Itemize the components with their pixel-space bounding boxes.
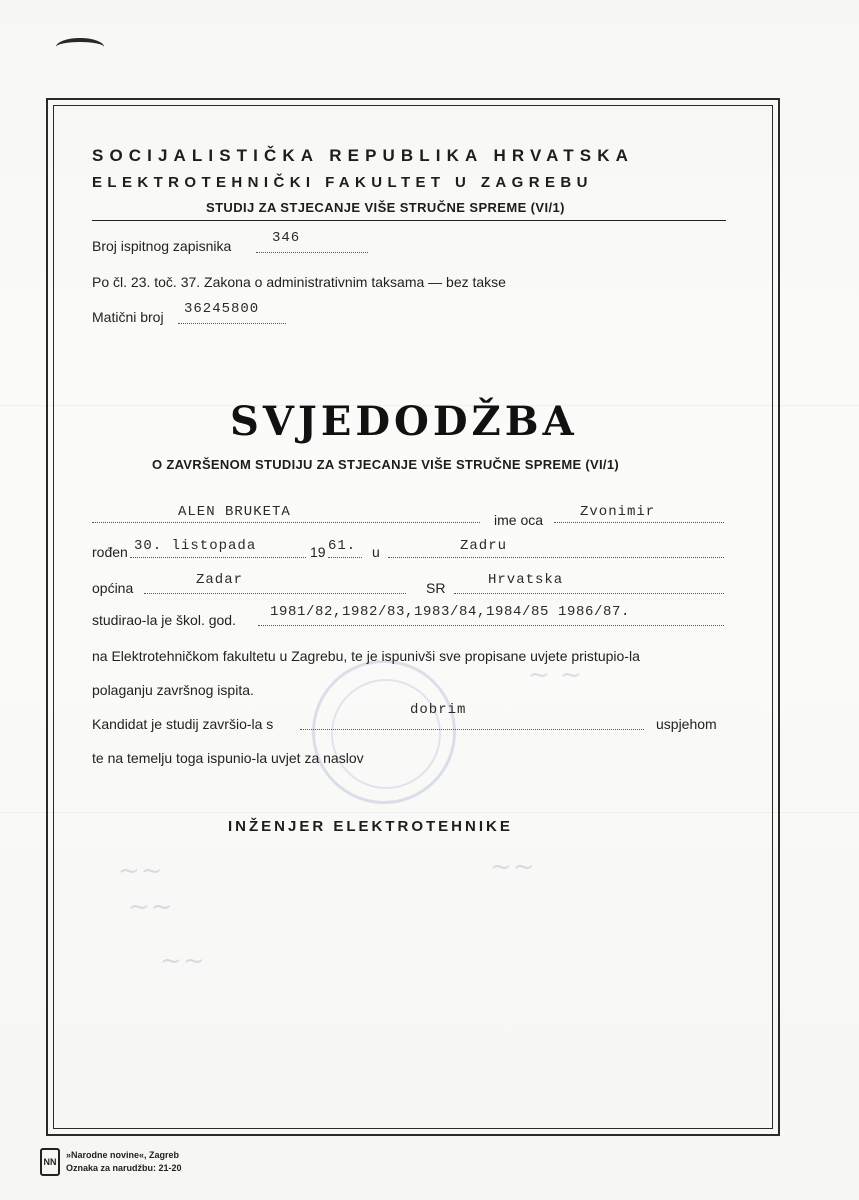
father-name: Zvonimir: [580, 504, 656, 520]
birth-date: 30. listopada: [134, 538, 257, 554]
grade-value: dobrim: [410, 702, 467, 718]
dotted-line: [300, 729, 644, 730]
municipality-label: općina: [92, 580, 134, 596]
publisher-logo-icon: NN: [40, 1148, 60, 1176]
body-line-1: na Elektrotehničkom fakultetu u Zagrebu, te je ispunivši sve propisane uvjete pristupio-la: [92, 648, 640, 664]
dotted-line: [178, 323, 286, 324]
dotted-line: [256, 252, 368, 253]
studies-label: studirao-la je škol. god.: [92, 612, 236, 628]
in-label: u: [372, 544, 380, 560]
republic-heading: SOCIJALISTIČKA REPUBLIKA HRVATSKA: [92, 146, 634, 165]
bleed-through-signature: ~~: [118, 856, 164, 886]
birth-place: Zadru: [460, 538, 508, 554]
birth-year: 61.: [328, 538, 357, 554]
republic-value: Hrvatska: [488, 572, 564, 588]
completed-label: Kandidat je studij završio-la s: [92, 716, 274, 732]
father-label: ime oca: [494, 512, 544, 528]
dotted-line: [258, 625, 724, 626]
dotted-line: [144, 593, 406, 594]
born-label: rođen: [92, 544, 128, 560]
student-name: ALEN BRUKETA: [178, 504, 291, 520]
dotted-line: [328, 557, 362, 558]
dotted-line: [92, 522, 480, 523]
exam-record-value: 346: [272, 230, 301, 246]
body-line-2: polaganju završnog ispita.: [92, 682, 254, 698]
bleed-through-signature: ~~: [128, 892, 174, 922]
registration-value: 36245800: [184, 301, 260, 317]
document-subtitle: O ZAVRŠENOM STUDIJU ZA STJECANJE VIŠE STRUČNE SPREME (VI/1): [152, 457, 619, 472]
program-heading: STUDIJ ZA STJECANJE VIŠE STRUČNE SPREME (VI/1): [206, 200, 565, 215]
study-years: 1981/82,1982/83,1983/84,1984/85 1986/87.: [270, 604, 631, 620]
exam-record-label: Broj ispitnog zapisnika: [92, 238, 232, 254]
dotted-line: [454, 593, 724, 594]
publisher-name: »Narodne novine«, Zagreb: [66, 1150, 180, 1160]
registration-label: Matični broj: [92, 309, 164, 325]
staple-mark: [56, 38, 104, 56]
faculty-heading: ELEKTROTEHNIČKI FAKULTET U ZAGREBU: [92, 174, 593, 191]
tax-note: Po čl. 23. toč. 37. Zakona o administrativnim taksama — bez takse: [92, 274, 506, 290]
order-code: Oznaka za narudžbu: 21-20: [66, 1163, 182, 1173]
bleed-through-signature: ~ ~: [528, 660, 583, 690]
degree-title: INŽENJER ELEKTROTEHNIKE: [228, 818, 513, 835]
bleed-through-signature: ~~: [490, 852, 536, 882]
dotted-line: [554, 522, 724, 523]
dotted-line: [388, 557, 724, 558]
document-title: SVJEDODŽBA: [230, 398, 578, 445]
body-line-3: te na temelju toga ispunio-la uvjet za naslov: [92, 750, 364, 766]
bleed-through-signature: ~~: [160, 946, 206, 976]
header-divider: [92, 220, 726, 221]
republic-label: SR: [426, 580, 446, 596]
municipality-value: Zadar: [196, 572, 244, 588]
year-prefix: 19: [310, 544, 326, 560]
success-label: uspjehom: [656, 716, 717, 732]
dotted-line: [130, 557, 306, 558]
